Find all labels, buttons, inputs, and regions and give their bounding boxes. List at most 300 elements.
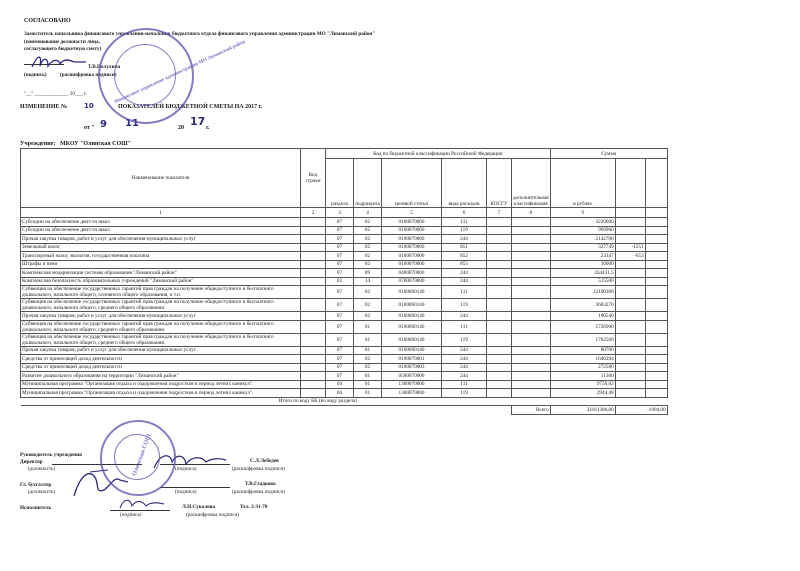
row-line-code: [301, 226, 326, 235]
executor-signature: [118, 496, 168, 512]
row-target: 0100070003: [382, 363, 442, 372]
row-extra: [512, 346, 551, 355]
table-row: [21, 243, 668, 252]
row-name: Комплексная безопасность образовательных учреждений "Лиманский район": [21, 277, 301, 286]
row-extra: [512, 252, 551, 261]
row-sum: 1702500: [550, 333, 615, 346]
table-row: [21, 286, 668, 299]
row-change: [615, 269, 645, 278]
row-subsection: 14: [354, 277, 382, 286]
row-expense-type: 244: [442, 363, 487, 372]
table-row: [21, 355, 668, 364]
row-target: 1300070000: [382, 380, 442, 389]
row-target: 0100060140: [382, 320, 442, 333]
approval-position-hint: (наименование должности лица,: [24, 39, 100, 45]
row-empty: [645, 312, 667, 321]
row-name: Субвенция на обеспечение государственных гарантий прав граждан на получение общедоступного и бесплатного дошкольного, начального общего, среднего общего образования.: [21, 333, 301, 346]
row-subsection: 02: [354, 312, 382, 321]
row-empty: [645, 372, 667, 381]
row-kosgu: [487, 333, 512, 346]
row-empty: [645, 363, 667, 372]
row-target: 0400070000: [382, 269, 442, 278]
row-line-code: [301, 260, 326, 269]
row-name: Субвенция на обеспечение государственных гарантий прав граждан на получение общедоступного и бесплатного дошкольного, начального общего, среднего общего образования.: [21, 299, 301, 312]
row-change: [615, 299, 645, 312]
approval-stamp-text: Финансовое управление администрации МО Лиманский район: [113, 39, 247, 106]
change-year: 17: [190, 115, 206, 128]
row-subsection: 02: [354, 363, 382, 372]
table-row: [21, 389, 668, 398]
row-section: 07: [326, 312, 354, 321]
col-number: 1: [21, 208, 301, 218]
total-spacer: [21, 406, 512, 415]
row-empty: [645, 226, 667, 235]
table-row: [21, 260, 668, 269]
row-line-code: [301, 363, 326, 372]
col-number-empty: [615, 208, 645, 218]
header-line-code: Код строки: [301, 149, 326, 208]
row-name: Прочая закупка товаров, работ и услуг для обеспечения муниципальных услуг: [21, 312, 301, 321]
institution-label: Учреждение:: [20, 141, 56, 147]
row-kosgu: [487, 260, 512, 269]
footer-executor-label: Исполнитель: [20, 505, 52, 511]
col-number: 6: [442, 208, 487, 218]
row-expense-type: 119: [442, 333, 487, 346]
row-kosgu: [487, 269, 512, 278]
row-kosgu: [487, 218, 512, 227]
row-empty: [645, 299, 667, 312]
header-empty-2: [645, 159, 667, 208]
header-budget-class: Код по бюджетной классификации Российской Федерации: [326, 149, 551, 159]
row-subsection: 09: [354, 269, 382, 278]
row-change: [615, 333, 645, 346]
table-row: [21, 380, 668, 389]
row-empty: [645, 320, 667, 333]
row-extra: [512, 235, 551, 244]
row-change: [615, 312, 645, 321]
row-line-code: [301, 355, 326, 364]
row-subsection: 01: [354, 346, 382, 355]
row-empty: [645, 252, 667, 261]
footer-director-signature-hint: (подпись): [175, 466, 197, 472]
row-change: -1251: [615, 243, 645, 252]
row-name: Субвенция на обеспечение государственных гарантий прав граждан на получение общедоступного и бесплатного дошкольного, начального общего, среднего общего образования.: [21, 320, 301, 333]
row-subsection: 01: [354, 320, 382, 333]
row-extra: [512, 277, 551, 286]
row-section: 07: [326, 355, 354, 364]
row-change: [615, 320, 645, 333]
budget-table: [20, 148, 668, 415]
header-target: целевой статьи: [382, 159, 442, 208]
row-expense-type: 244: [442, 312, 487, 321]
row-sum: 515500: [550, 277, 615, 286]
row-change: [615, 389, 645, 398]
row-empty: [645, 355, 667, 364]
row-section: 07: [326, 346, 354, 355]
col-number: 5: [382, 208, 442, 218]
row-kosgu: [487, 320, 512, 333]
row-sum: 23347: [550, 252, 615, 261]
header-rubles: в рублях: [550, 159, 615, 208]
school-stamp: [100, 420, 176, 496]
row-kosgu: [487, 312, 512, 321]
footer-accountant-signature-hint: (подпись): [175, 489, 197, 495]
row-extra: [512, 299, 551, 312]
row-expense-type: 111: [442, 286, 487, 299]
row-section: 07: [326, 226, 354, 235]
row-subsection: 02: [354, 235, 382, 244]
row-change: [615, 380, 645, 389]
row-section: 07: [326, 243, 354, 252]
approval-position: Заместитель начальника финансового управления-начальник бюджетного отдела финансового управления администрации МО "Лиманский район": [24, 31, 376, 37]
row-target: 0700070000: [382, 277, 442, 286]
table-row: [21, 346, 668, 355]
row-extra: [512, 355, 551, 364]
row-expense-type: 119: [442, 299, 487, 312]
row-target: 0500070000: [382, 372, 442, 381]
change-title-prefix: ИЗМЕНЕНИЕ №: [20, 104, 68, 110]
row-kosgu: [487, 380, 512, 389]
row-expense-type: 119: [442, 226, 487, 235]
row-empty: [645, 286, 667, 299]
header-subsection: подраздела: [354, 159, 382, 208]
row-subsection: 02: [354, 299, 382, 312]
row-sum: 2944,48: [550, 389, 615, 398]
row-extra: [512, 372, 551, 381]
row-line-code: [301, 252, 326, 261]
footer-accountant-position-hint: (должность): [28, 489, 56, 495]
row-line-code: [301, 372, 326, 381]
table-row: [21, 320, 668, 333]
total-label: Всего: [512, 406, 551, 415]
table-row: [21, 277, 668, 286]
row-kosgu: [487, 355, 512, 364]
row-target: 0100060140: [382, 346, 442, 355]
row-line-code: [301, 286, 326, 299]
row-empty: [645, 218, 667, 227]
table-row: [21, 312, 668, 321]
header-kosgu: КОСГУ: [487, 159, 512, 208]
row-expense-type: 244: [442, 235, 487, 244]
row-extra: [512, 226, 551, 235]
table-column-numbers: [21, 208, 668, 218]
row-subsection: 02: [354, 252, 382, 261]
row-target: 0100070000: [382, 226, 442, 235]
row-section: 03: [326, 277, 354, 286]
footer-director-position-hint: (должность): [28, 466, 56, 472]
row-extra: [512, 380, 551, 389]
footer-accountant-decode-hint: (расшифровка подписи): [232, 489, 285, 495]
row-name: Прочая закупка товаров, работ и услуг для обеспечения муниципальных услуг: [21, 235, 301, 244]
row-section: 07: [326, 320, 354, 333]
row-empty: [645, 277, 667, 286]
row-name: Прочая закупка товаров, работ и услуг для обеспечения муниципальных услуг: [21, 346, 301, 355]
row-sum: 969900: [550, 226, 615, 235]
col-number: 8: [512, 208, 551, 218]
row-sum: 9750,02: [550, 380, 615, 389]
change-year-prefix: 20: [178, 125, 184, 131]
footer-director-label: Директор: [20, 459, 43, 465]
footer-executor-name: Л.Н.Сукалова: [182, 504, 216, 510]
row-empty: [645, 260, 667, 269]
table-row: [21, 299, 668, 312]
col-number-empty: [645, 208, 667, 218]
row-kosgu: [487, 299, 512, 312]
row-name: Средства от приносящей доход деятельности: [21, 355, 301, 364]
change-month: 11: [125, 118, 139, 129]
row-target: 0100070000: [382, 260, 442, 269]
change-number: 10: [84, 102, 94, 110]
row-kosgu: [487, 372, 512, 381]
row-change: [615, 286, 645, 299]
row-subsection: 01: [354, 372, 382, 381]
row-section: 07: [326, 299, 354, 312]
row-expense-type: 111: [442, 380, 487, 389]
row-section: 07: [326, 363, 354, 372]
row-name: Муниципальная программа "Организация отдыха и оздоровления подростков в период летних каникул".: [21, 380, 301, 389]
row-extra: [512, 312, 551, 321]
row-name: Муниципальная программа "Организация отдыха и оздоровления подростков в период летних каникул".: [21, 389, 301, 398]
row-subsection: 02: [354, 286, 382, 299]
row-sum: 2142700: [550, 235, 615, 244]
row-target: 0100070000: [382, 218, 442, 227]
col-number: 9: [550, 208, 615, 218]
row-change: [615, 235, 645, 244]
subtotal-empty: [615, 397, 645, 406]
row-change: -653: [615, 252, 645, 261]
row-line-code: [301, 269, 326, 278]
row-expense-type: 119: [442, 389, 487, 398]
approval-date-line: "__" _____________ 20___ г.: [24, 91, 87, 97]
row-section: 04: [326, 389, 354, 398]
row-target: 0100070000: [382, 243, 442, 252]
row-name: Развитие дошкольного образования на территории "Лиманский район": [21, 372, 301, 381]
row-subsection: 01: [354, 380, 382, 389]
row-target: 0100070000: [382, 252, 442, 261]
col-number: 4: [354, 208, 382, 218]
table-row: [21, 252, 668, 261]
row-section: 07: [326, 218, 354, 227]
row-expense-type: 244: [442, 372, 487, 381]
row-expense-type: 244: [442, 355, 487, 364]
row-subsection: 02: [354, 226, 382, 235]
row-subsection: 02: [354, 243, 382, 252]
total-change: -1904,00: [615, 406, 667, 415]
change-date-from: от ": [84, 125, 95, 131]
row-kosgu: [487, 389, 512, 398]
table-row: [21, 226, 668, 235]
approval-title: СОГЛАСОВАНО: [24, 18, 71, 24]
row-kosgu: [487, 226, 512, 235]
row-extra: [512, 363, 551, 372]
row-extra: [512, 333, 551, 346]
approval-signature-hint: (подпись): [24, 72, 47, 78]
row-sum: 272580: [550, 363, 615, 372]
header-expense-type: вида расходов: [442, 159, 487, 208]
row-sum: 1646294: [550, 355, 615, 364]
table-row: [21, 333, 668, 346]
header-sum: Сумма: [550, 149, 667, 159]
total-row: [21, 406, 668, 415]
row-kosgu: [487, 363, 512, 372]
row-name: Субсидии на обеспечение дент-ти школ: [21, 218, 301, 227]
row-subsection: 02: [354, 218, 382, 227]
change-day: 9: [100, 119, 107, 130]
row-name: Земельный налог: [21, 243, 301, 252]
row-empty: [645, 243, 667, 252]
footer-executor-signature-hint: (подпись): [120, 512, 142, 518]
col-number: 2: [301, 208, 326, 218]
row-extra: [512, 218, 551, 227]
row-expense-type: 111: [442, 218, 487, 227]
row-change: [615, 260, 645, 269]
row-target: 0100070000: [382, 235, 442, 244]
row-line-code: [301, 218, 326, 227]
footer-accountant-label: Гл. бухгалтер: [20, 482, 52, 488]
row-sum: 434431,5: [550, 269, 615, 278]
row-name: Средства от приносящей доход деятельности: [21, 363, 301, 372]
row-target: 0100060140: [382, 286, 442, 299]
row-subsection: 02: [354, 260, 382, 269]
footer-director-decode-hint: (расшифровка подписи): [232, 466, 285, 472]
row-expense-type: 244: [442, 346, 487, 355]
row-line-code: [301, 235, 326, 244]
row-kosgu: [487, 243, 512, 252]
row-section: 07: [326, 333, 354, 346]
row-line-code: [301, 277, 326, 286]
subtotal-empty: [645, 397, 667, 406]
row-section: 07: [326, 269, 354, 278]
row-name: Комплексная модернизация системы образования "Лиманский район": [21, 269, 301, 278]
school-stamp-text: Олинская СОШ: [131, 433, 153, 477]
row-extra: [512, 389, 551, 398]
row-change: [615, 355, 645, 364]
row-sum: 10000: [550, 260, 615, 269]
row-line-code: [301, 320, 326, 333]
row-empty: [645, 333, 667, 346]
row-empty: [645, 269, 667, 278]
row-empty: [645, 235, 667, 244]
footer-accountant-name: Т.В.Гладкова: [245, 481, 276, 487]
row-empty: [645, 346, 667, 355]
change-year-suffix: г.: [206, 125, 210, 131]
table-row: [21, 269, 668, 278]
change-title-suffix: ПОКАЗАТЕЛЕЙ БЮДЖЕТНОЙ СМЕТЫ НА 2017 г.: [118, 104, 263, 110]
row-change: [615, 372, 645, 381]
row-section: 04: [326, 380, 354, 389]
row-subsection: 01: [354, 389, 382, 398]
row-subsection: 02: [354, 355, 382, 364]
row-expense-type: 853: [442, 260, 487, 269]
row-line-code: [301, 243, 326, 252]
table-row: [21, 372, 668, 381]
footer-executor-decode-hint: (расшифровка подписи): [186, 512, 239, 518]
row-line-code: [301, 380, 326, 389]
row-kosgu: [487, 286, 512, 299]
row-line-code: [301, 389, 326, 398]
row-expense-type: 851: [442, 243, 487, 252]
approval-decode-hint: (расшифровка подписи): [60, 72, 117, 78]
table-header-row: [21, 149, 668, 159]
row-extra: [512, 269, 551, 278]
row-change: [615, 363, 645, 372]
row-change: [615, 226, 645, 235]
row-sum: 3683270: [550, 299, 615, 312]
row-line-code: [301, 312, 326, 321]
accountant-signature-line: [160, 487, 230, 488]
row-target: 1300070000: [382, 389, 442, 398]
row-kosgu: [487, 277, 512, 286]
row-change: [615, 277, 645, 286]
row-kosgu: [487, 346, 512, 355]
row-target: 0100060140: [382, 299, 442, 312]
row-sum: 190540: [550, 312, 615, 321]
row-expense-type: 852: [442, 252, 487, 261]
row-section: 07: [326, 252, 354, 261]
footer-phone: Тел. 2-31-70: [240, 504, 268, 510]
header-section: раздела: [326, 159, 354, 208]
approval-signer: Т.В.Полухина: [88, 64, 121, 70]
row-subsection: 01: [354, 333, 382, 346]
header-name: Наименование показателя: [21, 149, 301, 208]
row-expense-type: 244: [442, 269, 487, 278]
row-name: Транспортный налог, экология, государственная пошлина: [21, 252, 301, 261]
institution-name: МКОУ "Олинская СОШ": [60, 141, 132, 147]
row-extra: [512, 320, 551, 333]
table-row: [21, 218, 668, 227]
row-extra: [512, 286, 551, 299]
row-section: 07: [326, 372, 354, 381]
row-line-code: [301, 299, 326, 312]
row-sum: 327749: [550, 243, 615, 252]
approval-position-hint2: согласующего бюджетную смету): [24, 46, 102, 52]
col-number: 3: [326, 208, 354, 218]
row-name: Штрафы и пени: [21, 260, 301, 269]
row-expense-type: 244: [442, 277, 487, 286]
row-section: 07: [326, 260, 354, 269]
footer-director-name: С.Л.Лебедев: [250, 458, 279, 464]
row-sum: 5726900: [550, 320, 615, 333]
row-target: 0100060140: [382, 333, 442, 346]
col-number: 7: [487, 208, 512, 218]
row-section: 07: [326, 286, 354, 299]
row-extra: [512, 243, 551, 252]
subtotal-row: [21, 397, 668, 406]
row-sum: 3220600: [550, 218, 615, 227]
row-name: Субсидии на обеспечение дент-ти школ: [21, 226, 301, 235]
row-empty: [645, 389, 667, 398]
header-empty-1: [615, 159, 645, 208]
row-extra: [512, 260, 551, 269]
table-row: [21, 235, 668, 244]
row-change: [615, 218, 645, 227]
subtotal-label: Итого по коду БК (по коду раздела): [21, 397, 616, 406]
row-expense-type: 111: [442, 320, 487, 333]
footer-head-label: Руководитель учреждения: [20, 452, 82, 458]
table-row: [21, 363, 668, 372]
row-target: 0100060140: [382, 312, 442, 321]
row-target: 0100070001: [382, 355, 442, 364]
row-section: 07: [326, 235, 354, 244]
row-line-code: [301, 346, 326, 355]
row-kosgu: [487, 252, 512, 261]
total-sum: 33161306,00: [550, 406, 615, 415]
header-extra: дополнительная классификация: [512, 159, 551, 208]
row-sum: 11300: [550, 372, 615, 381]
row-sum: 80700: [550, 346, 615, 355]
row-empty: [645, 380, 667, 389]
row-change: [615, 346, 645, 355]
